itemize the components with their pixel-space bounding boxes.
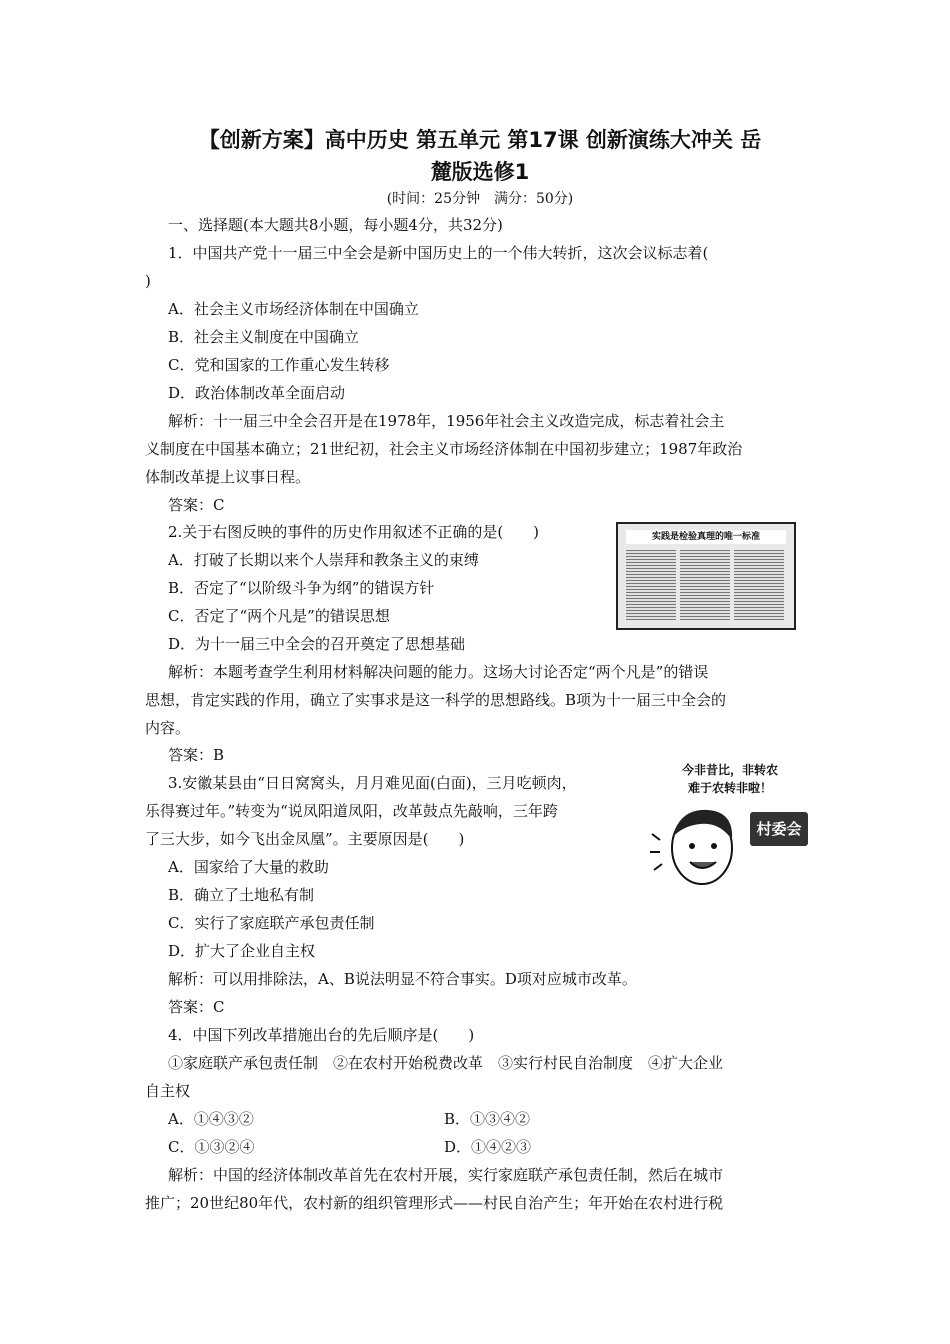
q3-explanation: 解析：可以用排除法，A、B说法明显不符合事实。D项对应城市改革。 [168, 970, 637, 988]
q4-items-2: 自主权 [145, 1082, 191, 1100]
newspaper-headline: 实践是检验真理的唯一标准 [626, 530, 786, 544]
newspaper-column [734, 550, 784, 620]
title-line-2: 麓版选修1 [430, 160, 530, 184]
q4-option-c: C．①③②④ [168, 1138, 255, 1156]
q3-option-d: D．扩大了企业自主权 [168, 942, 316, 960]
q1-explanation-3: 体制改革提上议事日程。 [145, 468, 311, 486]
q3-stem: 3.安徽某县由“日日窝窝头，月月难见面(白面)，三月吃顿肉， [168, 774, 577, 792]
q2-explanation: 解析：本题考查学生利用材料解决问题的能力。这场大讨论否定“两个凡是”的错误 [168, 663, 709, 681]
q2-answer: 答案：B [168, 746, 225, 764]
q2-option-c: C．否定了“两个凡是”的错误思想 [168, 607, 390, 625]
village-committee-sign: 村委会 [750, 812, 808, 846]
cartoon-caption-2: 难于农转非啦！ [687, 781, 772, 795]
q1-option-c: C．党和国家的工作重心发生转移 [168, 356, 390, 374]
cartoon-figure [650, 760, 810, 890]
q4-items: ①家庭联产承包责任制 ②在农村开始税费改革 ③实行村民自治制度 ④扩大企业 [168, 1054, 724, 1072]
q4-option-a: A．①④③② [168, 1110, 254, 1128]
q3-stem-2: 乐得赛过年。”转变为“说凤阳道凤阳，改革鼓点先敲响，三年跨 [145, 802, 558, 820]
q2-option-d: D．为十一届三中全会的召开奠定了思想基础 [168, 635, 466, 653]
q1-option-b: B．社会主义制度在中国确立 [168, 328, 360, 346]
q1-option-d: D．政治体制改革全面启动 [168, 384, 346, 402]
q4-explanation-2: 推广；20世纪80年代，农村新的组织管理形式——村民自治产生；年开始在农村进行税 [145, 1194, 724, 1212]
q3-stem-3: 了三大步，如今飞出金凤凰”。主要原因是( ) [145, 830, 465, 848]
q2-explanation-3: 内容。 [145, 719, 191, 737]
newspaper-figure [616, 522, 796, 630]
q4-option-b: B．①③④② [444, 1110, 531, 1128]
q4-explanation: 解析：中国的经济体制改革首先在农村开展，实行家庭联产承包责任制，然后在城市 [168, 1166, 724, 1184]
q2-option-a: A．打破了长期以来个人崇拜和教条主义的束缚 [168, 551, 479, 569]
cartoon-caption-1: 今非昔比，非转农 [681, 763, 778, 777]
newspaper-column [680, 550, 730, 620]
q3-option-b: B．确立了土地私有制 [168, 886, 315, 904]
q2-option-b: B．否定了“以阶级斗争为纲”的错误方针 [168, 579, 435, 597]
q1-stem-cont: ) [145, 272, 151, 290]
q2-explanation-2: 思想，肯定实践的作用，确立了实事求是这一科学的思想路线。B项为十一届三中全会的 [145, 691, 727, 709]
q4-stem: 4．中国下列改革措施出台的先后顺序是( ) [168, 1026, 475, 1044]
q3-option-a: A．国家给了大量的救助 [168, 858, 329, 876]
title-line-1: 【创新方案】高中历史 第五单元 第17课 创新演练大冲关 岳 [198, 128, 762, 152]
q1-option-a: A．社会主义市场经济体制在中国确立 [168, 300, 419, 318]
q2-stem: 2.关于右图反映的事件的历史作用叙述不正确的是( ) [168, 523, 540, 541]
document-title [140, 124, 820, 188]
farmer-face-icon [650, 800, 760, 890]
q1-explanation-2: 义制度在中国基本确立；21世纪初，社会主义市场经济体制在中国初步建立；1987年政治 [145, 440, 743, 458]
q4-option-d: D．①④②③ [444, 1138, 532, 1156]
q1-stem: 1．中国共产党十一届三中全会是新中国历史上的一个伟大转折，这次会议标志着( [168, 244, 709, 262]
newspaper-column [626, 550, 676, 620]
q1-explanation: 解析：十一届三中全会召开是在1978年，1956年社会主义改造完成，标志着社会主 [168, 412, 725, 430]
section-heading: 一、选择题(本大题共8小题，每小题4分，共32分) [168, 216, 503, 234]
q1-answer: 答案：C [168, 496, 225, 514]
q3-option-c: C．实行了家庭联产承包责任制 [168, 914, 375, 932]
time-score-note: (时间：25分钟 满分：50分) [386, 191, 574, 207]
q3-answer: 答案：C [168, 998, 225, 1016]
